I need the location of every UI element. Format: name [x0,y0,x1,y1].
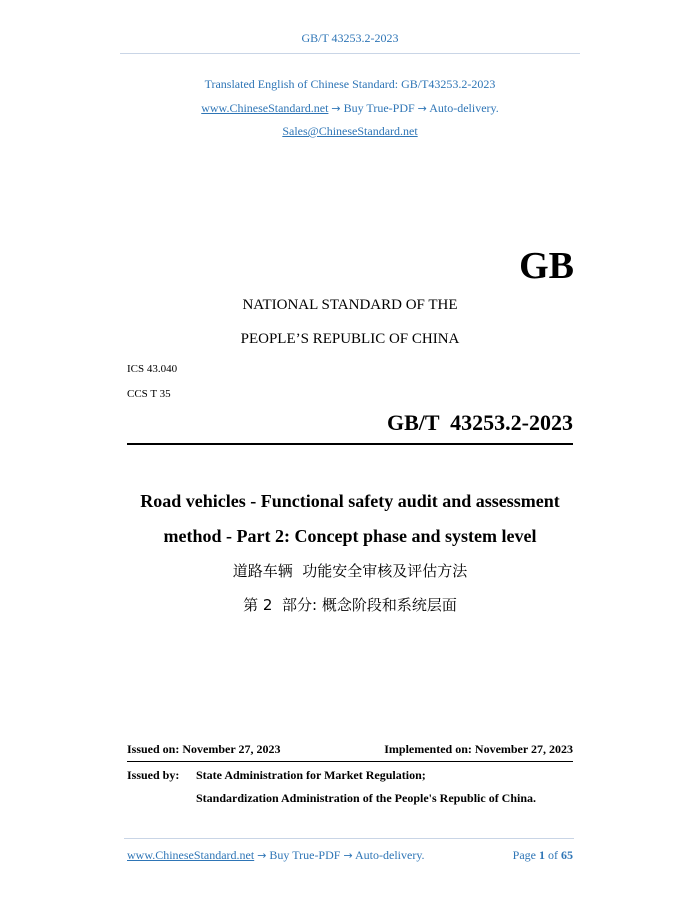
arrow-right-icon: → [417,102,427,115]
banner-site-link[interactable]: www.ChineseStandard.net [201,101,329,115]
title-zh-line1: 道路车辆 功能安全审核及评估方法 [232,562,468,580]
standard-number: GB/T 43253.2-2023 [386,410,573,435]
title-divider [127,443,573,445]
arrow-right-icon: → [257,849,267,862]
running-header: GB/T 43253.2-2023 [301,31,399,45]
banner-email-line [0,124,700,139]
banner-buy-text: Buy True-PDF [343,101,415,115]
title-en-line2: method - Part 2: Concept phase and system level [163,526,537,546]
title-zh-line2: 第 2 部分: 概念阶段和系统层面 [243,596,457,614]
gb-logo: GB [519,245,574,287]
footer-delivery-text: Auto-delivery. [355,848,425,862]
national-standard-line1: NATIONAL STANDARD OF THE [242,297,458,313]
banner-translation-line: Translated English of Chinese Standard: GB/T43253.2-2023 [204,77,496,91]
issuer-samr: State Administration for Market Regulation; [196,768,426,782]
ics-code: ICS 43.040 [127,363,178,375]
footer-site-link[interactable]: www.ChineseStandard.net [127,848,255,862]
national-standard-line2: PEOPLE’S REPUBLIC OF CHINA [240,331,460,347]
issued-by-label: Issued by: [127,768,180,782]
banner-email-link[interactable]: Sales@ChineseStandard.net [282,124,418,138]
issuer-sac: Standardization Administration of the People's Republic of China. [196,791,537,805]
dates-divider [127,761,573,762]
arrow-right-icon: → [343,849,353,862]
page-indicator [513,848,573,863]
total-pages: 65 [561,848,573,862]
banner-delivery-text: Auto-delivery. [429,101,499,115]
ccs-code: CCS T 35 [127,388,171,400]
footer-links [127,848,425,863]
of-word: of [548,848,558,862]
issued-on-date: Issued on: November 27, 2023 [127,742,281,756]
banner-links-line [0,101,700,116]
page-number: 1 [539,848,545,862]
title-en-line1: Road vehicles - Functional safety audit and assessment [140,491,560,511]
page-word: Page [512,848,536,862]
arrow-right-icon: → [331,102,341,115]
footer-divider [124,838,574,839]
footer-buy-text: Buy True-PDF [269,848,341,862]
header-divider [120,53,580,54]
implemented-on-date: Implemented on: November 27, 2023 [384,742,573,756]
